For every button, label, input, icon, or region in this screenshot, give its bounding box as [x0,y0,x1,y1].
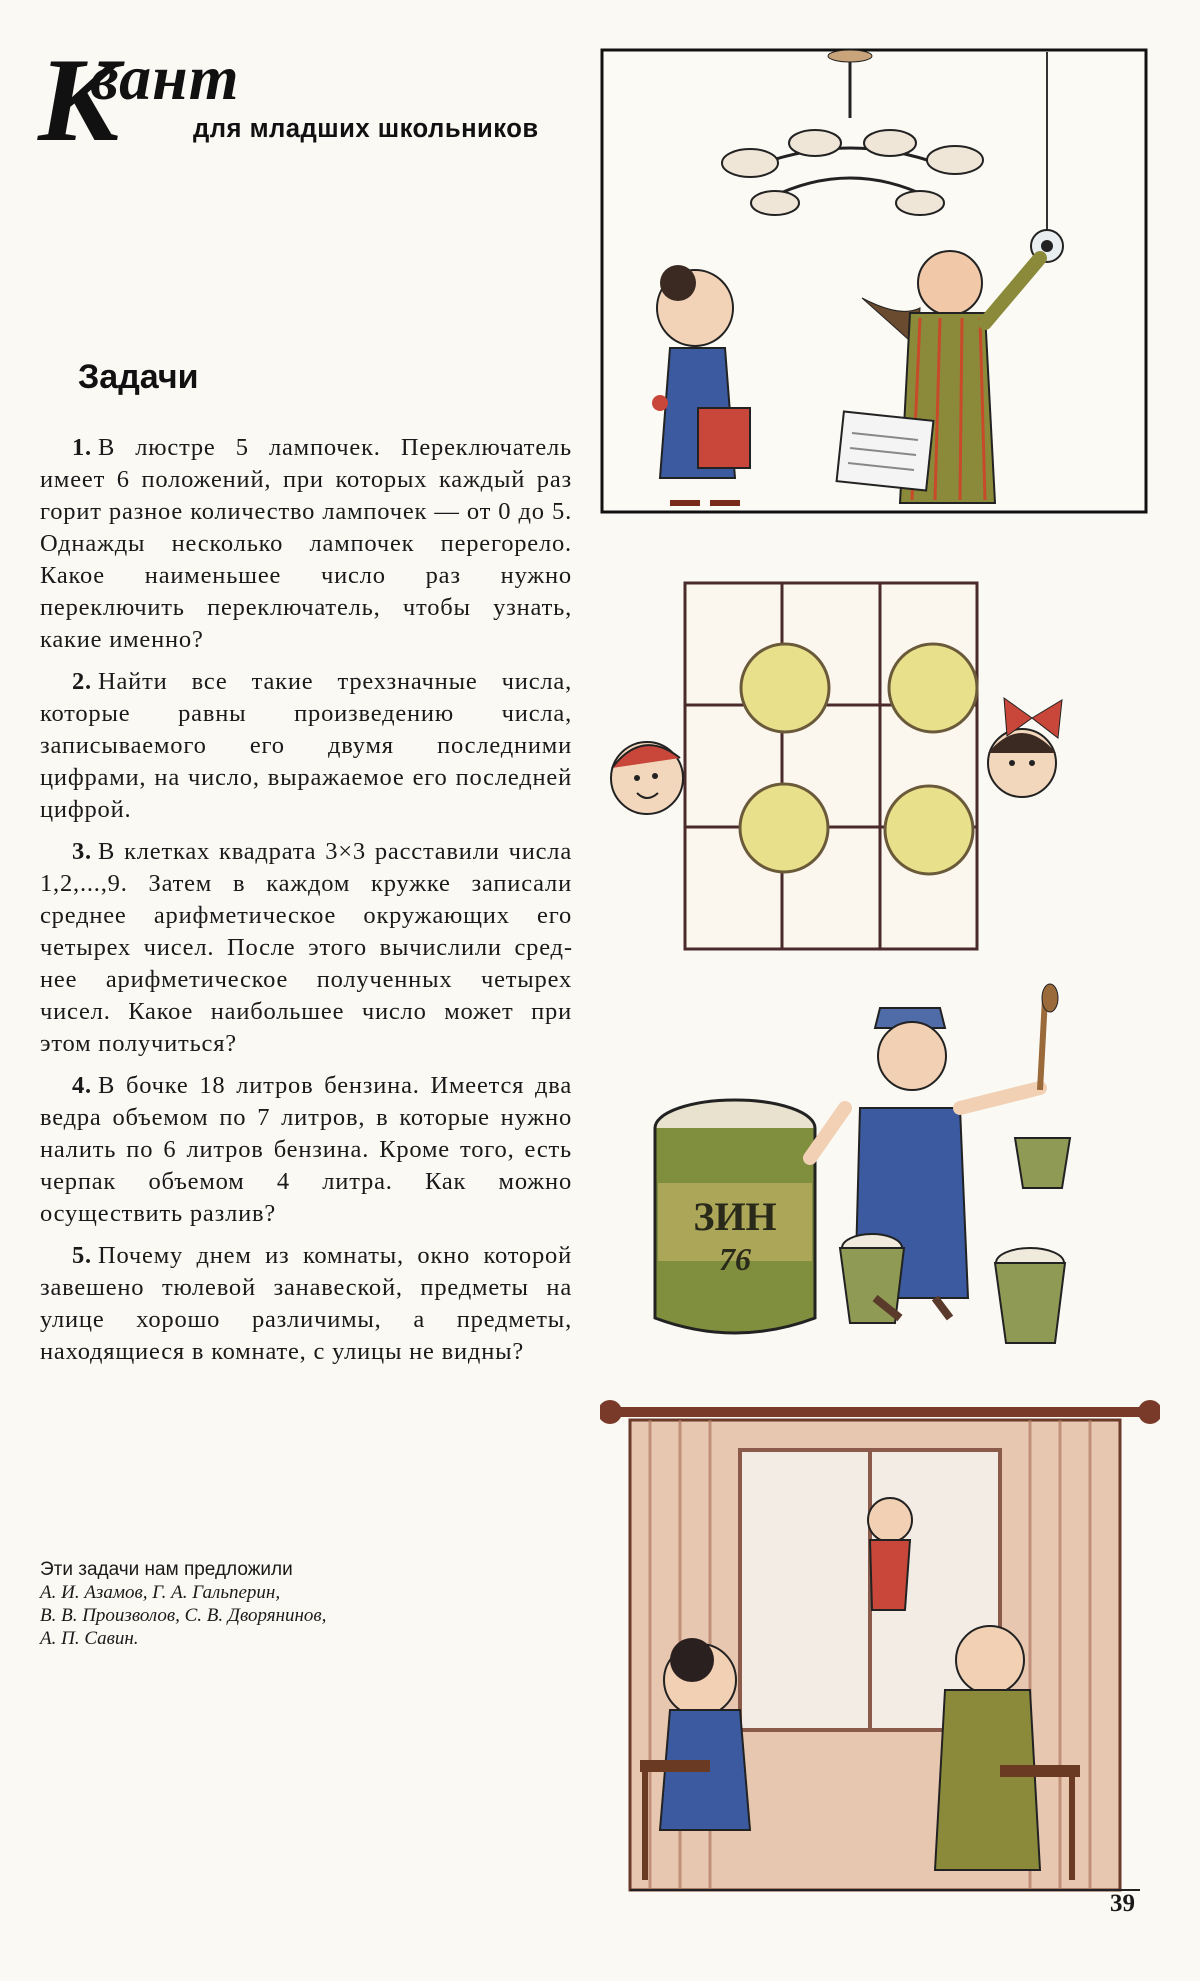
problem-text: Почему днем из комнаты, окно которой завешено тюлевой занавеской, предметы на улице хорошо различимы, а предметы, находящиеся в комнате, с улицы не видны? [40,1242,572,1365]
credits-names-1: А. И. Азамов, Г. А. Гальперин, [40,1582,281,1603]
logo-word: вант [90,42,240,113]
lamp-circle [741,644,829,732]
credits-intro: Эти задачи нам предложили [40,1559,293,1580]
problem-text: В клетках квадрата 3×3 расставили числа 1,2,...,9. Затем в каждом кружке записали среднее арифметическое окружающих его четырех чисел. После этого вычислили среднее арифметическое полученных четырех чисел. Какое наибольшее число может при этом получиться? [40,838,572,1057]
problem-number: 1. [72,434,92,461]
petrol-barrel-illustration [650,978,1100,1368]
problem-number: 2. [72,668,92,695]
barrel-label-word: ЗИН [693,1194,777,1239]
curtain-window-illustration [600,1390,1160,1902]
problem-4 [40,1070,572,1230]
problem-list [40,432,572,1378]
section-subtitle: для младших школьников [193,113,539,143]
credits [40,1558,580,1650]
problem-2 [40,666,572,826]
problem-number: 3. [72,838,92,865]
problem-1 [40,432,572,656]
section-title: Задачи [78,358,199,396]
problem-text: Найти все такие трехзначные числа, которые равны произведению числа, записываемого его двумя последними цифрами, на число, выражаемое его последней цифрой. [40,668,572,823]
lamp-circle [885,786,973,874]
chandelier-illustration [600,48,1148,516]
page-number: 39 [1110,1890,1135,1917]
credits-names-2: В. В. Произволов, С. В. Дворянинов, [40,1605,327,1626]
problem-3 [40,836,572,1060]
problem-5 [40,1240,572,1368]
credits-names-3: А. П. Савин. [40,1628,139,1649]
problem-text: В бочке 18 литров бензина. Имеется два ведра объемом по 7 литров, в которые нужно налить по 6 литров бензина. Кроме того, есть черпак объемом 4 литра. Как можно осуществить разлив? [40,1072,572,1227]
problem-number: 4. [72,1072,92,1099]
magazine-logo [38,33,598,166]
lamp-circle [740,784,828,872]
grid-illustration [592,578,1064,956]
lamp-circle [889,644,977,732]
logo-letter: К [38,33,120,166]
problem-text: В люстре 5 лампочек. Переключатель имеет 6 положений, при которых каждый раз горит разное количество лампочек — от 0 до 5. Однажды несколько лампочек перегорело. Какое наименьшее число раз нужно переключить переключатель, чтобы узнать, какие именно? [40,434,572,653]
barrel-label-number: 76 [719,1241,751,1277]
problem-number: 5. [72,1242,92,1269]
